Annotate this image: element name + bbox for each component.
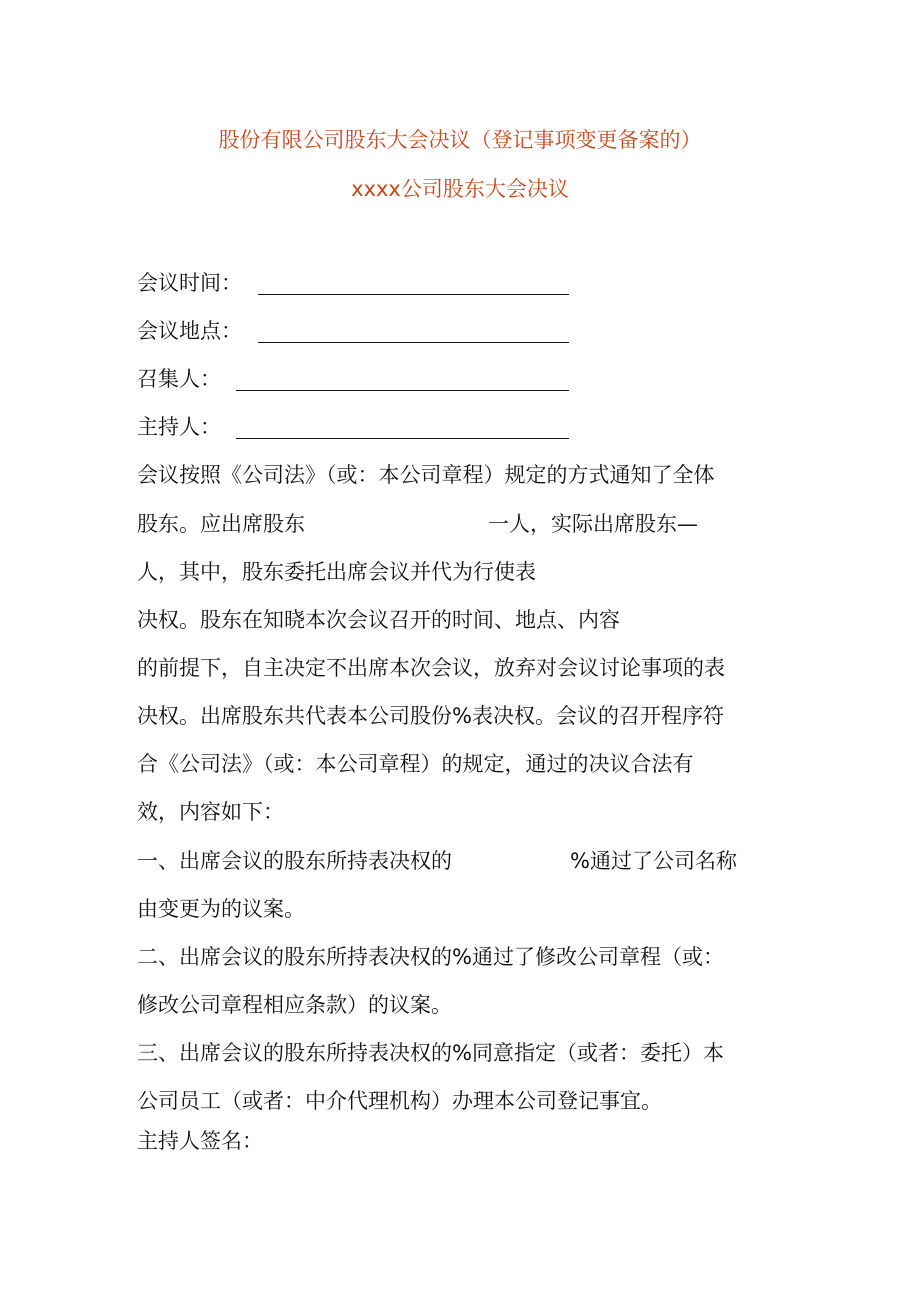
meeting-time-blank: [258, 294, 569, 295]
resolution-1-line-2: 由变更为的议案。: [137, 897, 305, 921]
convener-blank: [236, 390, 569, 391]
host-label: 主持人：: [137, 415, 221, 439]
body-line-4: 决权。股东在知晓本次会议召开的时间、地点、内容: [137, 608, 620, 632]
meeting-time-label: 会议时间：: [137, 271, 242, 295]
meeting-place-blank: [258, 342, 569, 343]
resolution-1-line-1a: 一、出席会议的股东所持表决权的: [137, 849, 452, 873]
resolution-2-line-2: 修改公司章程相应条款）的议案。: [137, 993, 452, 1017]
body-line-5: 的前提下，自主决定不出席本次会议，放弃对会议讨论事项的表: [137, 656, 725, 680]
body-line-1: 会议按照《公司法》（或：本公司章程）规定的方式通知了全体: [137, 463, 715, 487]
signature-label: 主持人签名：: [137, 1129, 263, 1153]
document-subtitle: xxxx公司股东大会决议: [351, 177, 569, 201]
host-blank: [236, 438, 569, 439]
body-line-3: 人，其中，股东委托出席会议并代为行使表: [137, 560, 536, 584]
resolution-2-line-1: 二、出席会议的股东所持表决权的%通过了修改公司章程（或：: [137, 945, 724, 969]
body-line-2a: 股东。应出席股东: [137, 512, 305, 536]
meeting-place-label: 会议地点：: [137, 319, 242, 343]
body-line-8: 效，内容如下：: [137, 800, 284, 824]
document-title: 股份有限公司股东大会决议（登记事项变更备案的）: [218, 128, 702, 152]
convener-label: 召集人：: [137, 367, 221, 391]
resolution-3-line-2: 公司员工（或者：中介代理机构）办理本公司登记事宜。: [137, 1089, 662, 1113]
body-line-2b: 一人，实际出席股东—: [488, 512, 698, 536]
body-line-6: 决权。出席股东共代表本公司股份%表决权。会议的召开程序符: [137, 704, 724, 728]
resolution-1-line-1b: %通过了公司名称: [570, 849, 737, 873]
resolution-3-line-1: 三、出席会议的股东所持表决权的%同意指定（或者：委托）本: [137, 1041, 724, 1065]
body-line-7: 合《公司法》（或：本公司章程）的规定，通过的决议合法有: [137, 752, 694, 776]
